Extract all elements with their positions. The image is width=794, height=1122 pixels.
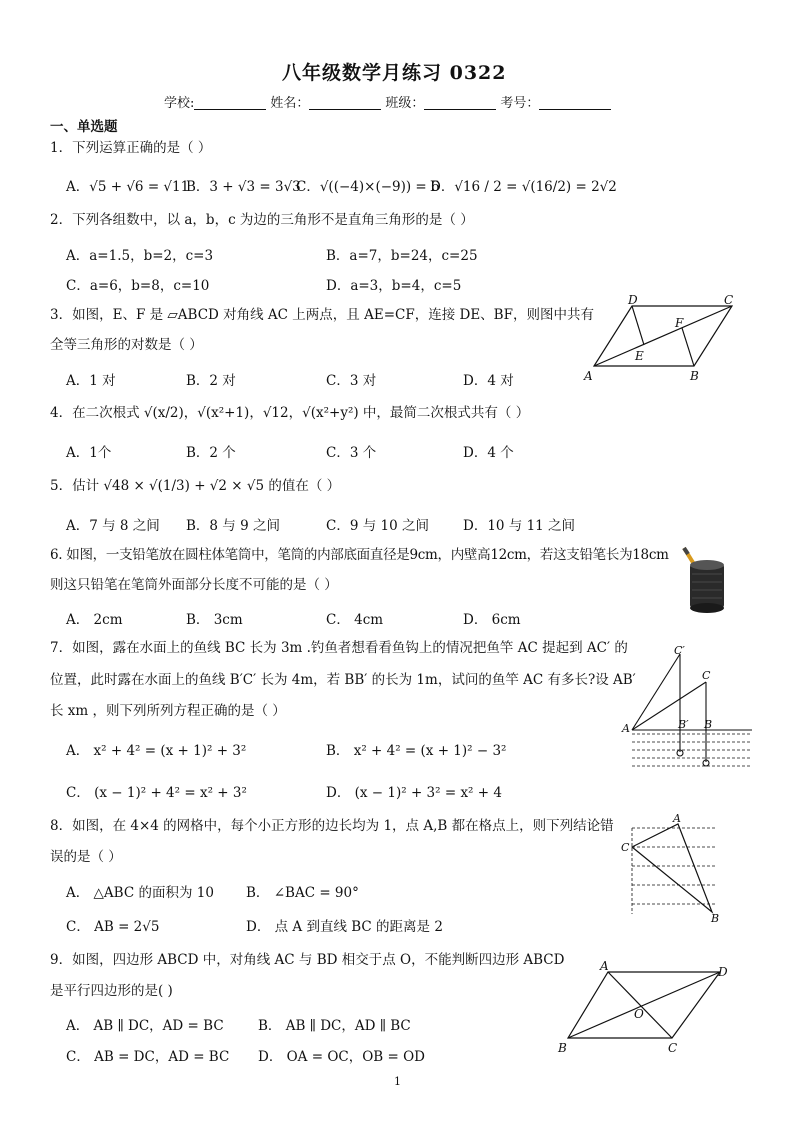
q8-option-d: D． 点 A 到直线 BC 的距离是 2 [246, 919, 443, 935]
q6-option-b: B． 3cm [186, 612, 243, 628]
q1-option-b: B．3 + √3 = 3√3 [186, 179, 301, 195]
q5-option-b: B．8 与 9 之间 [186, 518, 280, 534]
q5-stem: 5．估计 √48 × √(1/3) + √2 × √5 的值在（ ） [50, 478, 341, 494]
q4-option-d: D．4 个 [463, 445, 514, 461]
number-blank[interactable] [539, 95, 611, 110]
q1-option-d: D．√16 / 2 = √(16/2) = 2√2 [430, 179, 617, 195]
q3-label-a: A [584, 369, 593, 383]
class-label: 班级： [385, 96, 425, 111]
q3-option-b: B．2 对 [186, 373, 236, 389]
q7-option-c: C． (x − 1)² + 4² = x² + 3² [66, 785, 247, 801]
page-number: 1 [394, 1075, 401, 1088]
class-blank[interactable] [424, 95, 496, 110]
pencil-cup-image [676, 544, 732, 614]
q7-label-b-prime: B′ [678, 718, 689, 731]
q4-option-a: A．1个 [66, 445, 112, 461]
q5-option-d: D．10 与 11 之间 [463, 518, 576, 534]
q9-option-a: A． AB ∥ DC，AD = BC [66, 1018, 224, 1034]
q7-option-b: B． x² + 4² = (x + 1)² − 3² [326, 743, 507, 759]
q9-label-o: O [634, 1007, 644, 1021]
q8-option-c: C． AB = 2√5 [66, 919, 160, 935]
q6-stem-line1: 6. 如图，一支铅笔放在圆柱体笔筒中，笔筒的内部底面直径是9cm，内壁高12cm，若这支铅笔长为18cm [50, 547, 669, 563]
q9-label-b: B [558, 1041, 567, 1055]
q2-option-c: C．a=6，b=8，c=10 [66, 278, 210, 294]
q8-stem-line2: 误的是（ ） [50, 849, 122, 865]
q8-stem-line1: 8．如图，在 4×4 的网格中，每个小正方形的边长均为 1，点 A,B 都在格点上，则下列结论错 [50, 818, 614, 834]
student-info-line [164, 92, 615, 111]
q9-label-a: A [600, 960, 609, 973]
q6-option-d: D． 6cm [463, 612, 521, 628]
q8-option-b: B． ∠BAC = 90° [246, 885, 359, 901]
q3-label-b: B [690, 369, 699, 383]
q7-label-c-prime: C′ [674, 644, 685, 657]
q3-label-c: C [724, 294, 734, 307]
number-label: 考号： [500, 96, 540, 111]
q4-option-b: B．2 个 [186, 445, 236, 461]
q3-label-f: F [675, 316, 684, 330]
q7-fishing-figure [618, 642, 758, 770]
q1-option-a: A．√5 + √6 = √11 [66, 179, 190, 195]
q9-stem-line2: 是平行四边形的是( ) [50, 983, 173, 999]
q7-label-b: B [704, 718, 713, 731]
q5-option-a: A．7 与 8 之间 [66, 518, 160, 534]
name-blank[interactable] [309, 95, 381, 110]
q7-label-c: C [702, 669, 711, 682]
q7-stem-line1: 7．如图，露在水面上的鱼线 BC 长为 3m .钓鱼者想看看鱼钩上的情况把鱼竿 AC 提起到 AC′ 的 [50, 640, 628, 656]
q8-label-c: C [621, 841, 630, 854]
q3-option-d: D．4 对 [463, 373, 514, 389]
q3-parallelogram-figure [582, 294, 742, 386]
q7-stem-line2: 位置，此时露在水面上的鱼线 B′C′ 长为 4m，若 BB′ 的长为 1m，试问的鱼竿 AC 有多长?设 AB′ [50, 672, 636, 688]
q6-option-c: C． 4cm [326, 612, 384, 628]
q3-stem-line2: 全等三角形的对数是（ ） [50, 337, 203, 353]
q8-label-a: A [673, 812, 681, 825]
q9-option-c: C． AB = DC，AD = BC [66, 1049, 230, 1065]
q5-option-c: C．9 与 10 之间 [326, 518, 429, 534]
q7-option-d: D． (x − 1)² + 3² = x² + 4 [326, 785, 502, 801]
q2-option-a: A．a=1.5，b=2，c=3 [66, 248, 214, 264]
q2-stem: 2．下列各组数中，以 a，b，c 为边的三角形不是直角三角形的是（ ） [50, 212, 474, 228]
q2-option-d: D．a=3，b=4，c=5 [326, 278, 462, 294]
q9-label-d: D [718, 965, 728, 979]
q7-label-a: A [622, 722, 630, 735]
q7-stem-line3: 长 xm ，则下列所列方程正确的是（ ） [50, 703, 286, 719]
q4-option-c: C．3 个 [326, 445, 377, 461]
q8-label-b: B [711, 912, 720, 924]
q9-stem-line1: 9．如图，四边形 ABCD 中，对角线 AC 与 BD 相交于点 O，不能判断四边形 ABCD [50, 952, 565, 968]
q4-stem: 4．在二次根式 √(x/2)，√(x²+1)，√12，√(x²+y²) 中，最简二次根式共有（ ） [50, 405, 530, 421]
q3-stem-line1: 3．如图，E、F 是 ▱ABCD 对角线 AC 上两点，且 AE=CF，连接 DE、BF，则图中共有 [50, 307, 594, 323]
q3-option-c: C．3 对 [326, 373, 377, 389]
q1-stem: 1．下列运算正确的是（ ） [50, 140, 212, 156]
q6-stem-line2: 则这只铅笔在笔筒外面部分长度不可能的是（ ） [50, 577, 338, 593]
q8-grid-figure [618, 812, 728, 924]
school-blank[interactable] [194, 95, 266, 110]
q6-option-a: A． 2cm [66, 612, 123, 628]
q9-quadrilateral-figure [554, 960, 734, 1056]
school-label: 学校: [164, 96, 195, 111]
name-label: 姓名： [270, 96, 310, 111]
q3-option-a: A．1 对 [66, 373, 116, 389]
q9-option-b: B． AB ∥ DC，AD ∥ BC [258, 1018, 411, 1034]
q3-label-d: D [628, 294, 638, 307]
q9-label-c: C [668, 1041, 678, 1055]
q2-option-b: B．a=7，b=24，c=25 [326, 248, 478, 264]
q8-option-a: A． △ABC 的面积为 10 [66, 885, 214, 901]
q3-label-e: E [635, 349, 644, 363]
section-heading: 一、单选题 [50, 119, 118, 135]
q7-option-a: A． x² + 4² = (x + 1)² + 3² [66, 743, 247, 759]
q9-option-d: D． OA = OC，OB = OD [258, 1049, 425, 1065]
q1-option-c: C．√((−4)×(−9)) = 6 [296, 179, 440, 195]
page-title: 八年级数学月练习 0322 [282, 62, 507, 84]
